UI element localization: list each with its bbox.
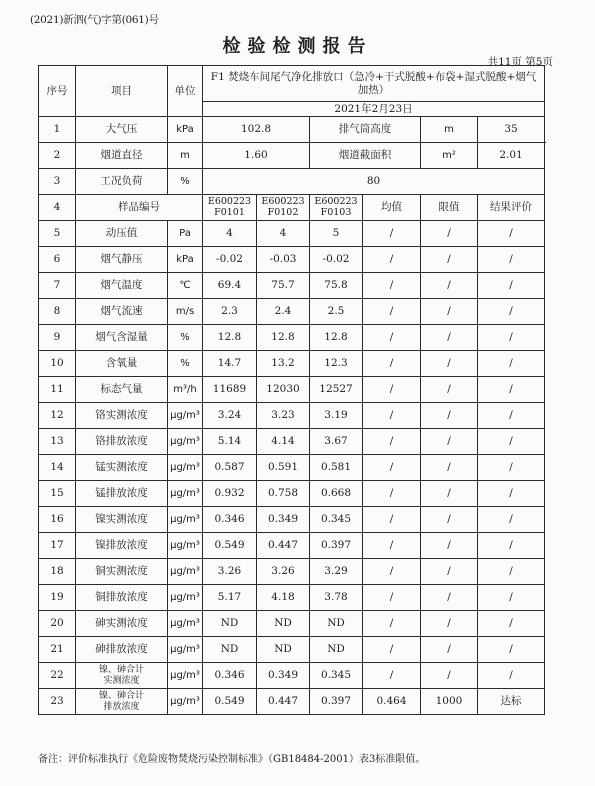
value-cell-2: 2.01 <box>478 143 545 169</box>
avg-cell: / <box>363 325 421 351</box>
data-row <box>39 273 545 299</box>
item-name: 铬排放浓度 <box>76 429 168 455</box>
sample-value-1: 0.346 <box>203 663 257 689</box>
item-name: 铬实测浓度 <box>76 403 168 429</box>
limit-cell: / <box>421 559 478 585</box>
limit-cell: / <box>421 455 478 481</box>
avg-cell: / <box>363 221 421 247</box>
eval-header: 结果评价 <box>478 195 545 221</box>
avg-cell: / <box>363 299 421 325</box>
row-number: 5 <box>39 221 76 247</box>
item-name: 铜实测浓度 <box>76 559 168 585</box>
item-name: 砷排放浓度 <box>76 637 168 663</box>
unit-cell: m/s <box>168 299 203 325</box>
sample-value-2: 2.4 <box>257 299 310 325</box>
unit-cell: % <box>168 169 203 195</box>
limit-cell: 1000 <box>421 689 478 715</box>
sample-value-1: 0.346 <box>203 507 257 533</box>
unit-cell: kPa <box>168 117 203 143</box>
data-row <box>39 351 545 377</box>
info-row <box>39 143 545 169</box>
avg-cell: / <box>363 403 421 429</box>
value-cell-2: 35 <box>478 117 545 143</box>
row-number: 10 <box>39 351 76 377</box>
item-name: 锰实测浓度 <box>76 455 168 481</box>
eval-cell: / <box>478 611 545 637</box>
limit-cell: / <box>421 663 478 689</box>
sample-value-2: 3.23 <box>257 403 310 429</box>
limit-cell: / <box>421 403 478 429</box>
sample-id-3: E600223 F0103 <box>310 195 363 221</box>
limit-cell: / <box>421 377 478 403</box>
item-name: 镍实测浓度 <box>76 507 168 533</box>
row-number: 11 <box>39 377 76 403</box>
sample-value-2: 0.447 <box>257 533 310 559</box>
data-row <box>39 507 545 533</box>
unit-cell: μg/m³ <box>168 429 203 455</box>
sample-value-1: 5.14 <box>203 429 257 455</box>
sample-value-2: 4.18 <box>257 585 310 611</box>
row-number: 14 <box>39 455 76 481</box>
avg-cell: / <box>363 637 421 663</box>
sample-id-2: E600223 F0102 <box>257 195 310 221</box>
sample-value-3: 12527 <box>310 377 363 403</box>
unit-cell: μg/m³ <box>168 455 203 481</box>
unit-cell: m <box>168 143 203 169</box>
row-number: 9 <box>39 325 76 351</box>
sample-value-3: 0.345 <box>310 507 363 533</box>
data-row <box>39 325 545 351</box>
limit-cell: / <box>421 221 478 247</box>
item-name: 砷实测浓度 <box>76 611 168 637</box>
sample-value-1: 5.17 <box>203 585 257 611</box>
unit-cell: μg/m³ <box>168 559 203 585</box>
data-row <box>39 689 545 715</box>
sample-number-label: 样品编号 <box>76 195 203 221</box>
row-number: 3 <box>39 169 76 195</box>
eval-cell: / <box>478 325 545 351</box>
eval-cell: / <box>478 481 545 507</box>
data-row <box>39 481 545 507</box>
eval-cell: / <box>478 533 545 559</box>
unit-cell: m³/h <box>168 377 203 403</box>
avg-cell: / <box>363 663 421 689</box>
item-name: 烟气静压 <box>76 247 168 273</box>
sample-value-2: 12.8 <box>257 325 310 351</box>
sample-id-1: E600223 F0101 <box>203 195 257 221</box>
sample-value-1: 14.7 <box>203 351 257 377</box>
row-number: 23 <box>39 689 76 715</box>
unit-cell: Pa <box>168 221 203 247</box>
row-number: 7 <box>39 273 76 299</box>
eval-cell: / <box>478 299 545 325</box>
sample-value-3: ND <box>310 637 363 663</box>
item-name: 铜排放浓度 <box>76 585 168 611</box>
avg-cell: / <box>363 273 421 299</box>
limit-cell: / <box>421 325 478 351</box>
sample-value-3: -0.02 <box>310 247 363 273</box>
sample-value-3: ND <box>310 611 363 637</box>
unit-header: 单位 <box>168 66 203 117</box>
limit-cell: / <box>421 533 478 559</box>
eval-cell: / <box>478 455 545 481</box>
limit-cell: / <box>421 637 478 663</box>
data-row <box>39 247 545 273</box>
sample-value-1: 69.4 <box>203 273 257 299</box>
sample-value-3: 2.5 <box>310 299 363 325</box>
item-name-2: 排气筒高度 <box>310 117 421 143</box>
unit-cell: % <box>168 351 203 377</box>
seq-header: 序号 <box>39 66 76 117</box>
data-row <box>39 585 545 611</box>
value-cell: 80 <box>203 169 545 195</box>
sample-value-3: 3.29 <box>310 559 363 585</box>
sample-value-3: 12.3 <box>310 351 363 377</box>
eval-cell: / <box>478 377 545 403</box>
unit-cell: μg/m³ <box>168 507 203 533</box>
avg-header: 均值 <box>363 195 421 221</box>
sample-value-1: 0.932 <box>203 481 257 507</box>
avg-cell: / <box>363 507 421 533</box>
sample-header-row <box>39 195 545 221</box>
footnote: 备注：评价标准执行《危险废物焚烧污染控制标准》（GB18484-2001）表3标准限值。 <box>38 754 426 765</box>
row-number: 6 <box>39 247 76 273</box>
limit-cell: / <box>421 429 478 455</box>
sample-value-2: 4 <box>257 221 310 247</box>
item-name: 动压值 <box>76 221 168 247</box>
eval-cell: / <box>478 247 545 273</box>
data-row <box>39 221 545 247</box>
sample-value-1: 2.3 <box>203 299 257 325</box>
sample-value-2: 0.591 <box>257 455 310 481</box>
limit-cell: / <box>421 299 478 325</box>
sample-value-2: 12030 <box>257 377 310 403</box>
unit-cell: kPa <box>168 247 203 273</box>
avg-cell: / <box>363 611 421 637</box>
sample-value-1: ND <box>203 611 257 637</box>
eval-cell: / <box>478 585 545 611</box>
sample-value-3: 0.581 <box>310 455 363 481</box>
unit-cell: μg/m³ <box>168 533 203 559</box>
unit-cell: μg/m³ <box>168 611 203 637</box>
sample-value-3: 0.397 <box>310 533 363 559</box>
sample-value-1: 4 <box>203 221 257 247</box>
sample-value-2: -0.03 <box>257 247 310 273</box>
sample-value-2: 75.7 <box>257 273 310 299</box>
row-number: 22 <box>39 663 76 689</box>
eval-cell: / <box>478 351 545 377</box>
row-number: 8 <box>39 299 76 325</box>
limit-cell: / <box>421 585 478 611</box>
limit-cell: / <box>421 351 478 377</box>
data-row <box>39 559 545 585</box>
data-row <box>39 455 545 481</box>
report-title: 检验检测报告 <box>222 36 373 57</box>
sample-value-3: 12.8 <box>310 325 363 351</box>
avg-cell: / <box>363 377 421 403</box>
limit-cell: / <box>421 247 478 273</box>
sample-value-2: 0.349 <box>257 507 310 533</box>
sample-value-2: ND <box>257 637 310 663</box>
data-row <box>39 611 545 637</box>
value-cell: 102.8 <box>203 117 310 143</box>
item-name: 工况负荷 <box>76 169 168 195</box>
unit-cell: μg/m³ <box>168 585 203 611</box>
row-number: 18 <box>39 559 76 585</box>
sample-value-1: 0.549 <box>203 689 257 715</box>
eval-cell: / <box>478 559 545 585</box>
eval-cell: / <box>478 273 545 299</box>
eval-cell: / <box>478 429 545 455</box>
limit-header: 限值 <box>421 195 478 221</box>
limit-cell: / <box>421 481 478 507</box>
avg-cell: / <box>363 533 421 559</box>
sample-value-3: 0.397 <box>310 689 363 715</box>
data-row <box>39 299 545 325</box>
item-name: 镍、砷合计 实测浓度 <box>76 663 168 689</box>
avg-cell: / <box>363 585 421 611</box>
eval-cell: / <box>478 663 545 689</box>
sample-value-3: 5 <box>310 221 363 247</box>
eval-cell: / <box>478 403 545 429</box>
data-row <box>39 429 545 455</box>
avg-cell: / <box>363 351 421 377</box>
item-name: 标态气量 <box>76 377 168 403</box>
eval-cell: / <box>478 221 545 247</box>
sample-value-1: 0.587 <box>203 455 257 481</box>
unit-cell-2: m <box>421 117 478 143</box>
item-name: 烟道直径 <box>76 143 168 169</box>
data-row <box>39 663 545 689</box>
report-table <box>38 65 545 715</box>
row-number: 12 <box>39 403 76 429</box>
unit-cell: μg/m³ <box>168 481 203 507</box>
sample-value-1: 3.24 <box>203 403 257 429</box>
item-name: 大气压 <box>76 117 168 143</box>
header-row <box>39 66 545 102</box>
sample-value-2: ND <box>257 611 310 637</box>
sample-value-3: 3.67 <box>310 429 363 455</box>
avg-cell: / <box>363 429 421 455</box>
unit-cell: ℃ <box>168 273 203 299</box>
sampling-location: F1 焚烧车间尾气净化排放口（急冷+干式脱酸+布袋+湿式脱酸+烟气加热） <box>203 66 545 102</box>
item-header: 项目 <box>76 66 168 117</box>
sample-value-1: -0.02 <box>203 247 257 273</box>
unit-cell: μg/m³ <box>168 637 203 663</box>
row-number: 17 <box>39 533 76 559</box>
row-number: 1 <box>39 117 76 143</box>
sample-value-2: 4.14 <box>257 429 310 455</box>
avg-cell: / <box>363 455 421 481</box>
sample-value-1: ND <box>203 637 257 663</box>
item-name: 烟气温度 <box>76 273 168 299</box>
sample-value-2: 0.447 <box>257 689 310 715</box>
sample-value-3: 3.78 <box>310 585 363 611</box>
row-number: 16 <box>39 507 76 533</box>
unit-cell: μg/m³ <box>168 663 203 689</box>
sample-value-1: 0.549 <box>203 533 257 559</box>
sample-value-1: 3.26 <box>203 559 257 585</box>
data-row <box>39 403 545 429</box>
data-row <box>39 637 545 663</box>
sample-value-2: 0.349 <box>257 663 310 689</box>
row-number: 21 <box>39 637 76 663</box>
limit-cell: / <box>421 611 478 637</box>
avg-cell: 0.464 <box>363 689 421 715</box>
item-name-2: 烟道截面积 <box>310 143 421 169</box>
row-number: 2 <box>39 143 76 169</box>
avg-cell: / <box>363 559 421 585</box>
avg-cell: / <box>363 481 421 507</box>
limit-cell: / <box>421 507 478 533</box>
item-name: 镍排放浓度 <box>76 533 168 559</box>
data-row <box>39 533 545 559</box>
sampling-date: 2021年2月23日 <box>203 102 545 117</box>
sample-value-2: 13.2 <box>257 351 310 377</box>
sample-value-1: 12.8 <box>203 325 257 351</box>
limit-cell: / <box>421 273 478 299</box>
row-number: 13 <box>39 429 76 455</box>
avg-cell: / <box>363 247 421 273</box>
row-number: 4 <box>39 195 76 221</box>
document-number: (2021)新泗(气)字第(061)号 <box>30 14 159 26</box>
row-number: 15 <box>39 481 76 507</box>
page-info: 共11页 第5页 <box>487 56 553 68</box>
sample-value-2: 0.758 <box>257 481 310 507</box>
sample-value-1: 11689 <box>203 377 257 403</box>
row-number: 19 <box>39 585 76 611</box>
sample-value-3: 0.668 <box>310 481 363 507</box>
sample-value-2: 3.26 <box>257 559 310 585</box>
eval-cell: / <box>478 637 545 663</box>
sample-value-3: 3.19 <box>310 403 363 429</box>
unit-cell-2: m² <box>421 143 478 169</box>
eval-cell: / <box>478 507 545 533</box>
unit-cell: μg/m³ <box>168 403 203 429</box>
item-name: 镍、砷合计 排放浓度 <box>76 689 168 715</box>
item-name: 烟气含湿量 <box>76 325 168 351</box>
item-name: 锰排放浓度 <box>76 481 168 507</box>
item-name: 烟气流速 <box>76 299 168 325</box>
sample-value-3: 0.345 <box>310 663 363 689</box>
data-row <box>39 377 545 403</box>
sample-value-3: 75.8 <box>310 273 363 299</box>
unit-cell: μg/m³ <box>168 689 203 715</box>
eval-cell: 达标 <box>478 689 545 715</box>
info-row <box>39 117 545 143</box>
row-number: 20 <box>39 611 76 637</box>
unit-cell: % <box>168 325 203 351</box>
value-cell: 1.60 <box>203 143 310 169</box>
item-name: 含氧量 <box>76 351 168 377</box>
load-row <box>39 169 545 195</box>
